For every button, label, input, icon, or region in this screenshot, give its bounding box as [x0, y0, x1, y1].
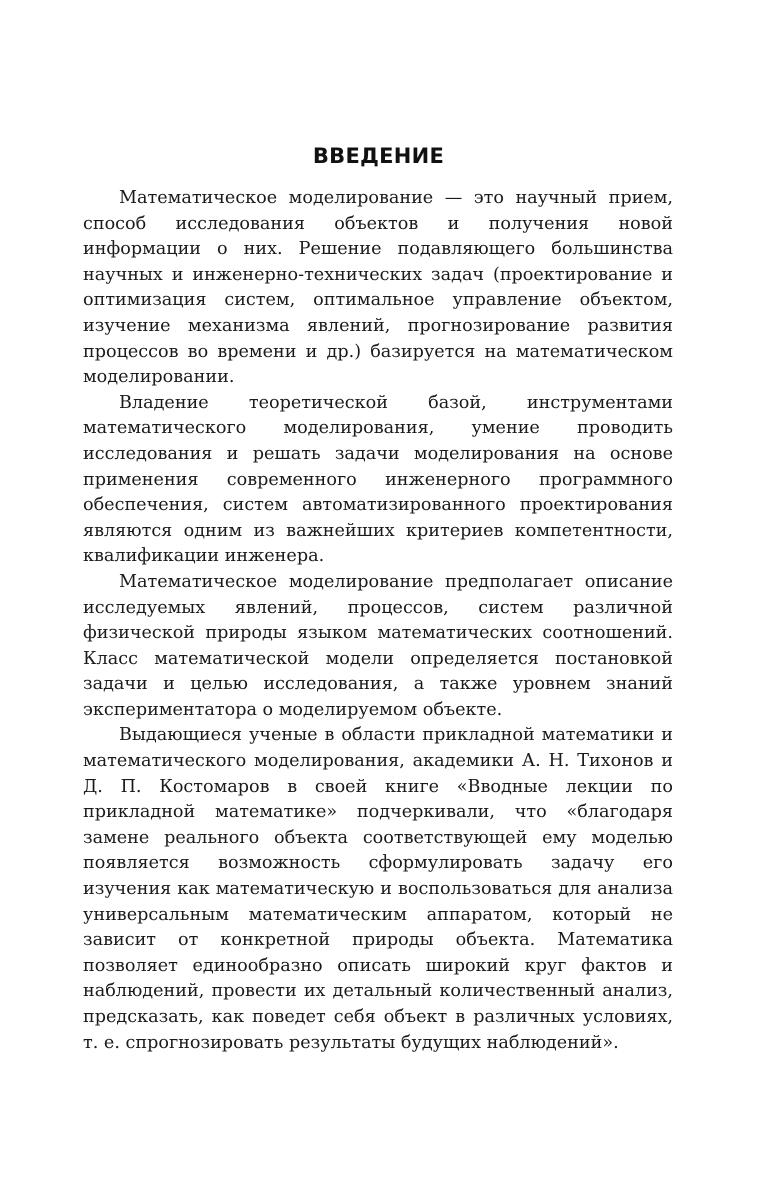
page-title: ВВЕДЕНИЕ: [312, 144, 445, 168]
body-text: [83, 186, 673, 1056]
paragraph-4: Выдающиеся ученые в области прикладной математики и математического моделирования, академики А. Н. Тихонов и Д. П. Костомаров в своей книге «Вводные лекции по прикладной математике» подчеркивали, что «благодаря замене реального объекта соответствующей ему моделью появляется возможность сформулировать задачу его изучения как математическую и воспользоваться для анализа универсальным математическим аппаратом, который не зависит от конкретной природы объекта. Математика позволяет единообразно описать широкий круг фактов и наблюдений, провести их детальный количественный анализ, предсказать, как поведет себя объект в различных условиях, т. е. спрогнозировать результаты будущих наблюдений».: [83, 725, 673, 1053]
paragraph-1: Математическое моделирование — это научный прием, способ исследования объектов и получения новой информации о них. Решение подавляющего большинства научных и инженерно-технических задач (проектирование и оптимизация систем, оптимальное управление объектом, изучение механизма явлений, прогнозирование развития процессов во времени и др.) базируется на математическом моделировании.: [83, 188, 673, 388]
paragraph-3: Математическое моделирование предполагает описание исследуемых явлений, процессов, систем различной физической природы языком математических соотношений. Класс математической модели определяется постановкой задачи и целью исследования, а также уровнем знаний экспериментатора о моделируемом объекте.: [83, 571, 673, 720]
paragraph-2: Владение теоретической базой, инструментами математического моделирования, умение проводить исследования и решать задачи моделирования на основе применения современного инженерного программного обеспечения, систем автоматизированного проектирования являются одним из важнейших критериев компетентности, квалификации инженера.: [83, 392, 673, 567]
